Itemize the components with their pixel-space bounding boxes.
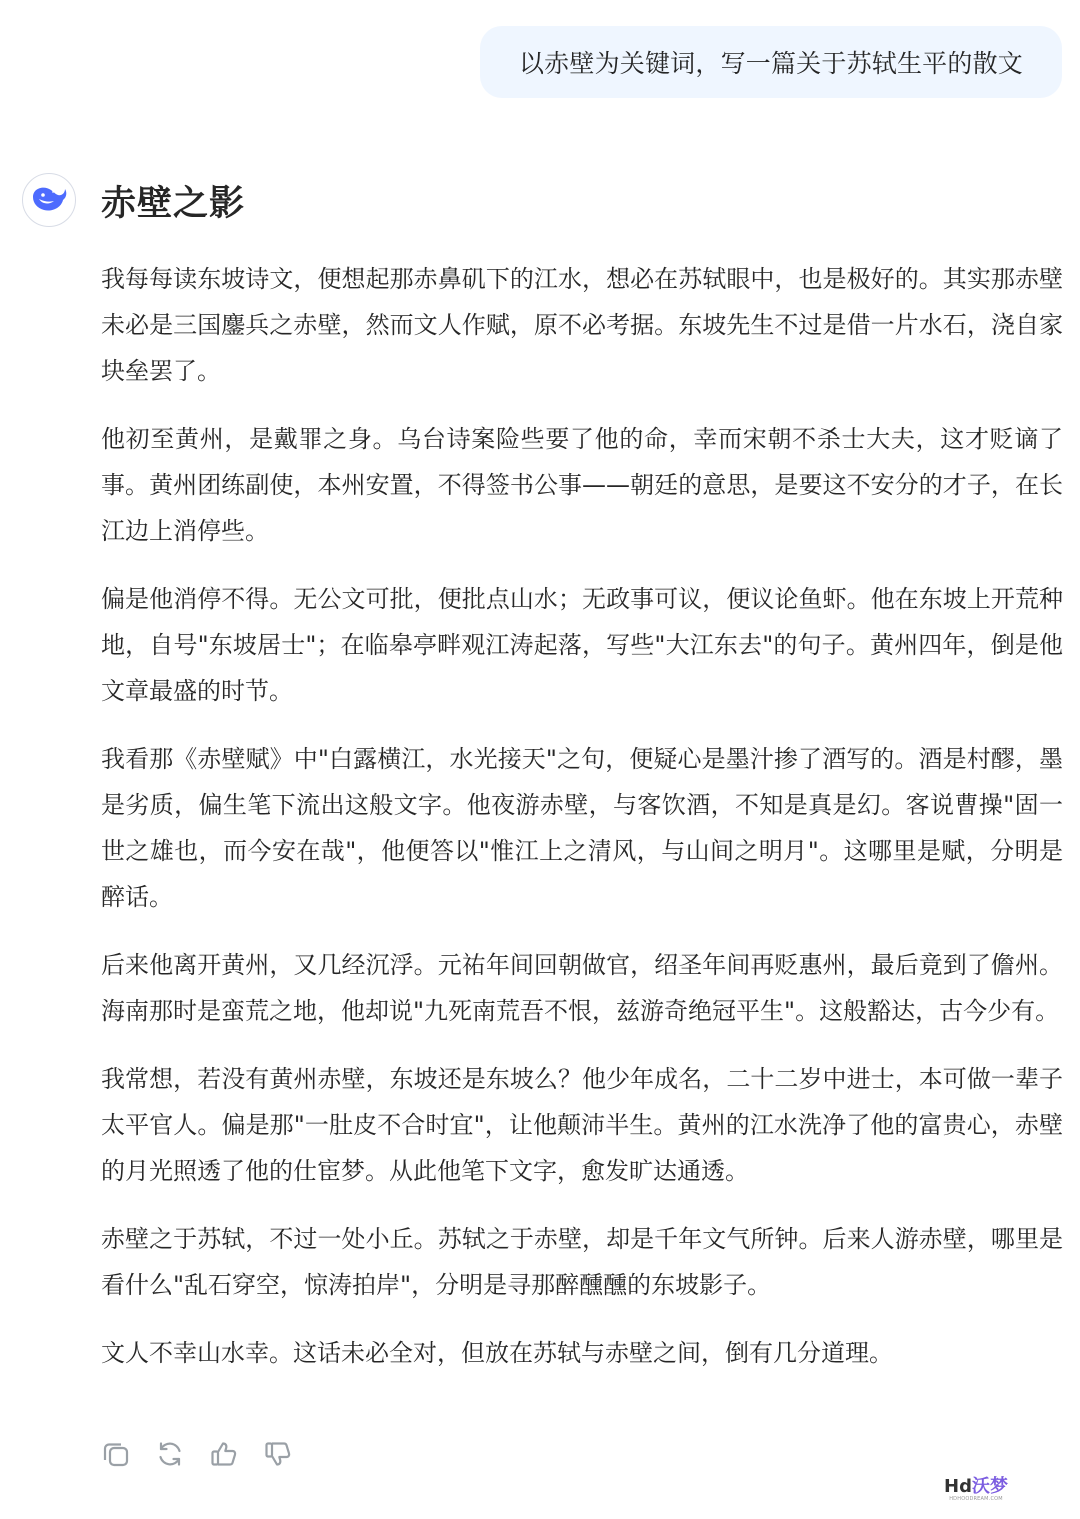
watermark-logo (944, 1478, 1008, 1496)
assistant-avatar (22, 173, 76, 227)
user-message-text: 以赤壁为关键词，写一篇关于苏轼生平的散文 (518, 49, 1023, 78)
answer-paragraph: 文人不幸山水幸。这话未必全对，但放在苏轼与赤壁之间，倒有几分道理。 (101, 1339, 893, 1367)
watermark (944, 1478, 1008, 1503)
answer-paragraph: 我看那《赤壁赋》中"白露横江，水光接天"之句，便疑心是墨汁掺了酒写的。酒是村醪，墨是劣质，偏生笔下流出这般文字。他夜游赤壁，与客饮酒，不知是真是幻。客说曹操"固一世之雄也，而今安在哉"，他便答以"惟江上之清风，与山间之明月"。这哪里是赋，分明是醉话。 (101, 745, 1063, 911)
copy-icon (101, 1439, 131, 1473)
answer-paragraph: 赤壁之于苏轼，不过一处小丘。苏轼之于赤壁，却是千年文气所钟。后来人游赤壁，哪里是看什么"乱石穿空，惊涛拍岸"，分明是寻那醉醺醺的东坡影子。 (101, 1225, 1063, 1299)
answer-paragraph: 后来他离开黄州，又几经沉浮。元祐年间回朝做官，绍圣年间再贬惠州，最后竟到了儋州。海南那时是蛮荒之地，他却说"九死南荒吾不恨，兹游奇绝冠平生"。这般豁达，古今少有。 (101, 951, 1063, 1025)
answer-paragraph: 他初至黄州，是戴罪之身。乌台诗案险些要了他的命，幸而宋朝不杀士大夫，这才贬谪了事。黄州团练副使，本州安置，不得签书公事——朝廷的意思，是要这不安分的才子，在长江边上消停些。 (101, 425, 1063, 545)
refresh-icon (155, 1439, 185, 1473)
answer-paragraph: 我常想，若没有黄州赤壁，东坡还是东坡么？他少年成名，二十二岁中进士，本可做一辈子太平官人。偏是那"一肚皮不合时宜"，让他颠沛半生。黄州的江水洗净了他的富贵心，赤壁的月光照透了他的仕宦梦。从此他笔下文字，愈发旷达通透。 (101, 1065, 1063, 1185)
answer-actions (100, 1440, 294, 1472)
answer-paragraph: 偏是他消停不得。无公文可批，便批点山水；无政事可议，便议论鱼虾。他在东坡上开荒种地，自号"东坡居士"；在临皋亭畔观江涛起落，写些"大江东去"的句子。黄州四年，倒是他文章最盛的时节。 (101, 585, 1063, 705)
watermark-sub: HDHOODREAM.COM (949, 1496, 1003, 1502)
thumbs-up-icon (209, 1439, 239, 1473)
whale-logo-icon (30, 183, 68, 217)
watermark-latin: Hd (944, 1476, 972, 1497)
answer-title: 赤壁之影 (101, 184, 246, 224)
dislike-button[interactable] (262, 1440, 294, 1472)
answer-paragraph: 我每每读东坡诗文，便想起那赤鼻矶下的江水，想必在苏轼眼中，也是极好的。其实那赤壁未必是三国鏖兵之赤壁，然而文人作赋，原不必考据。东坡先生不过是借一片水石，浇自家块垒罢了。 (101, 265, 1063, 385)
watermark-cn: 沃梦 (972, 1476, 1008, 1497)
thumbs-down-icon (263, 1439, 293, 1473)
user-message-bubble (480, 26, 1062, 98)
assistant-answer (101, 176, 1063, 1398)
regenerate-button[interactable] (154, 1440, 186, 1472)
copy-button[interactable] (100, 1440, 132, 1472)
like-button[interactable] (208, 1440, 240, 1472)
